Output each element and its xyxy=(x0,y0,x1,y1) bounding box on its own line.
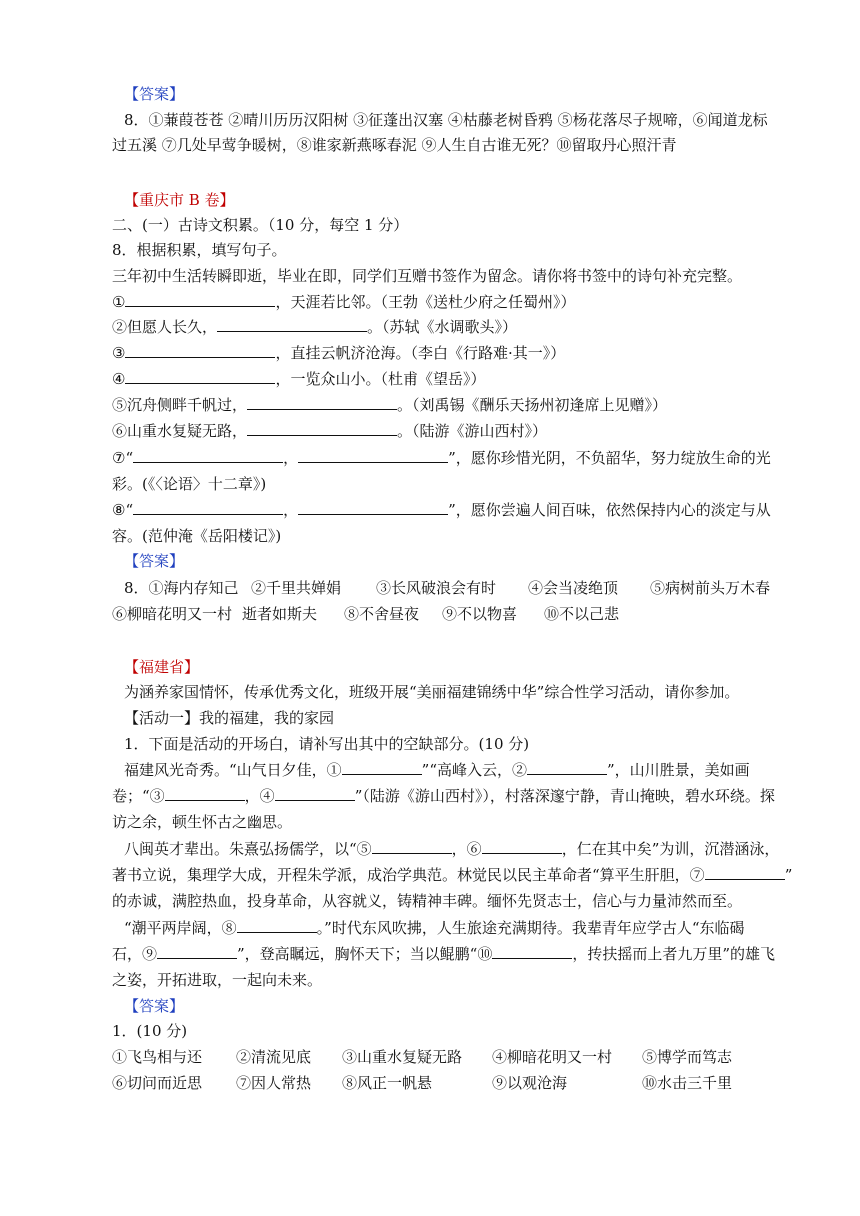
answer-blank[interactable] xyxy=(237,918,317,933)
passage-text: ”，山川胜景，美如画 xyxy=(607,761,750,779)
passage-line xyxy=(124,839,779,859)
passage-text: ，⑥ xyxy=(451,840,482,858)
answer-blank[interactable] xyxy=(125,292,275,307)
item-prefix: ⑥山重水复疑无路， xyxy=(112,422,248,440)
passage-text: ，④ xyxy=(244,787,275,805)
answer-blank[interactable] xyxy=(217,317,367,332)
region-tag: 【福建省】 xyxy=(124,658,200,676)
answer-item: ⑧不舍昼夜 xyxy=(344,605,420,623)
answer-item: ②清流见底 xyxy=(236,1048,312,1066)
passage-line: 之姿，开拓进取，一起向未来。 xyxy=(112,971,323,989)
activity-title: 【活动一】我的福建，我的家园 xyxy=(124,709,335,727)
item-number: ① xyxy=(112,293,126,311)
fill-item-2 xyxy=(112,317,517,337)
question-title: 8．根据积累，填写句子。 xyxy=(112,241,287,259)
answer-row xyxy=(112,1047,732,1067)
item-text: ，天涯若比邻。（王勃《送杜少府之任蜀州》） xyxy=(275,293,576,311)
item-sep: ， xyxy=(283,449,299,467)
answer-line: 8．①蒹葭苍苍 ②晴川历历汉阳树 ③征蓬出汉塞 ④枯藤老树昏鸦 ⑤杨花落尽子规啼，⑥闻道龙标 xyxy=(124,111,768,129)
passage-line xyxy=(112,786,775,806)
section-heading: 二、(一）古诗文积累。（10 分，每空 1 分） xyxy=(112,216,409,234)
passage-text: 著书立说，集理学大成，开程朱学派，成治学典范。林觉民以民主革命者“算平生肝胆，⑦ xyxy=(112,866,705,884)
item-prefix: ⑦“ xyxy=(112,449,134,467)
passage-text: 卷；“③ xyxy=(112,787,165,805)
answer-blank[interactable] xyxy=(492,944,572,959)
region-tag: 【重庆市 B 卷】 xyxy=(124,191,235,209)
fill-item-6 xyxy=(112,421,547,441)
answer-blank[interactable] xyxy=(298,500,448,515)
passage-text: 福建风光奇秀。“山气日夕佳，① xyxy=(124,761,342,779)
item-prefix: ⑧“ xyxy=(112,501,134,519)
answer-blank[interactable] xyxy=(247,395,397,410)
answer-item: ⑥柳暗花明又一村 xyxy=(112,605,233,623)
answer-row xyxy=(112,604,619,624)
answer-blank[interactable] xyxy=(165,786,245,801)
answer-row xyxy=(112,1073,732,1093)
passage-text: “潮平两岸阔，⑧ xyxy=(124,919,237,937)
passage-line: 访之余，顿生怀古之幽思。 xyxy=(112,813,293,831)
passage-text: ”，登高瞩远，胸怀天下；当以鲲鹏“⑩ xyxy=(237,945,493,963)
answer-blank[interactable] xyxy=(298,448,448,463)
passage-line xyxy=(124,918,745,938)
answer-blank[interactable] xyxy=(372,839,452,854)
item-text: ，直挂云帆济沧海。（李白《行路难·其一》） xyxy=(275,344,566,362)
answer-item: ④会当凌绝顶 xyxy=(528,579,619,597)
question-title: 1．下面是活动的开场白，请补写出其中的空缺部分。(10 分) xyxy=(124,735,530,753)
answer-blank[interactable] xyxy=(342,760,422,775)
item-number: ③ xyxy=(112,344,126,362)
item-prefix: ⑤沉舟侧畔千帆过， xyxy=(112,396,248,414)
item-text: ”，愿你珍惜光阴，不负韶华，努力绽放生命的光 xyxy=(448,449,771,467)
answer-item: ④柳暗花明又一村 xyxy=(492,1048,613,1066)
answer-item: ⑩水击三千里 xyxy=(642,1074,733,1092)
item-number: ④ xyxy=(112,370,126,388)
fill-item-4 xyxy=(112,369,485,389)
answer-blank[interactable] xyxy=(125,369,275,384)
item-sep: ， xyxy=(283,501,299,519)
answer-blank[interactable] xyxy=(125,343,275,358)
answer-blank[interactable] xyxy=(133,448,283,463)
answer-item: ⑨以观沧海 xyxy=(492,1074,568,1092)
passage-text: ，抟扶摇而上者九万里”的雄飞 xyxy=(572,945,776,963)
passage-text: ”“高峰入云，② xyxy=(421,761,528,779)
fill-item-8 xyxy=(112,500,771,520)
answer-item: ⑨不以物喜 xyxy=(442,605,518,623)
answer-item: ⑩不以己悲 xyxy=(544,605,620,623)
answer-item: 逝者如斯夫 xyxy=(242,605,318,623)
answer-item: ③长风破浪会有时 xyxy=(376,579,497,597)
passage-line xyxy=(112,865,792,885)
answer-blank[interactable] xyxy=(157,944,237,959)
answer-tag: 【答案】 xyxy=(124,85,185,103)
answer-line: 过五溪 ⑦几处早莺争暖树，⑧谁家新燕啄春泥 ⑨人生自古谁无死？⑩留取丹心照汗青 xyxy=(112,136,677,154)
passage-text: ”（陆游《游山西村》），村落深邃宁静，青山掩映，碧水环绕。探 xyxy=(354,787,775,805)
answer-row xyxy=(124,578,770,598)
fill-item-7-cont: 彩。(《〈论语〉十二章》) xyxy=(112,475,267,493)
answer-item: ⑦因人常热 xyxy=(236,1074,312,1092)
item-text: 。（陆游《游山西村》） xyxy=(397,422,548,440)
item-text: ，一览众山小。（杜甫《望岳》） xyxy=(275,370,486,388)
answer-item: ⑤博学而笃志 xyxy=(642,1048,733,1066)
fill-item-7 xyxy=(112,448,771,468)
answer-item: ③山重水复疑无路 xyxy=(342,1048,463,1066)
item-prefix: ②但愿人长久， xyxy=(112,318,218,336)
answer-blank[interactable] xyxy=(133,500,283,515)
question-intro: 三年初中生活转瞬即逝，毕业在即，同学们互赠书签作为留念。请你将书签中的诗句补充完整。 xyxy=(112,267,743,285)
answer-blank[interactable] xyxy=(275,786,355,801)
answer-item: ②千里共婵娟 xyxy=(251,579,342,597)
answer-tag: 【答案】 xyxy=(124,552,185,570)
answer-blank[interactable] xyxy=(705,865,785,880)
passage-text: ” xyxy=(784,866,793,884)
passage-text: 八闽英才辈出。朱熹弘扬儒学，以“⑤ xyxy=(124,840,372,858)
answer-title: 1．(10 分) xyxy=(112,1022,188,1040)
section-intro: 为涵养家国情怀，传承优秀文化，班级开展“美丽福建锦绣中华”综合性学习活动，请你参加。 xyxy=(124,683,740,701)
passage-text: 。”时代东风吹拂，人生旅途充满期待。我辈青年应学古人“东临碣 xyxy=(316,919,745,937)
fill-item-3 xyxy=(112,343,565,363)
passage-text: 石，⑨ xyxy=(112,945,158,963)
answer-item: ⑥切问而近思 xyxy=(112,1074,203,1092)
fill-item-5 xyxy=(112,395,667,415)
fill-item-8-cont: 容。(范仲淹《岳阳楼记》) xyxy=(112,527,282,545)
answer-item: ①飞鸟相与还 xyxy=(112,1048,203,1066)
fill-item-1 xyxy=(112,292,575,312)
answer-item: 8．①海内存知己 xyxy=(124,579,239,597)
answer-blank[interactable] xyxy=(247,421,397,436)
answer-blank[interactable] xyxy=(482,839,562,854)
passage-text: ，仁在其中矣”为训，沉潜涵泳， xyxy=(561,840,780,858)
passage-line xyxy=(112,944,775,964)
passage-line: 的赤诚，满腔热血，投身革命，从容就义，铸精神丰碑。缅怀先贤志士，信心与力量沛然而至。 xyxy=(112,892,743,910)
answer-item: ⑧风正一帆悬 xyxy=(342,1074,433,1092)
passage-line xyxy=(124,760,750,780)
item-text: ”，愿你尝遍人间百味，依然保持内心的淡定与从 xyxy=(448,501,771,519)
answer-blank[interactable] xyxy=(527,760,607,775)
item-text: 。（刘禹锡《酬乐天扬州初逢席上见赠》） xyxy=(397,396,668,414)
answer-tag: 【答案】 xyxy=(124,997,185,1015)
item-text: 。（苏轼《水调歌头》） xyxy=(367,318,518,336)
answer-item: ⑤病树前头万木春 xyxy=(650,579,771,597)
